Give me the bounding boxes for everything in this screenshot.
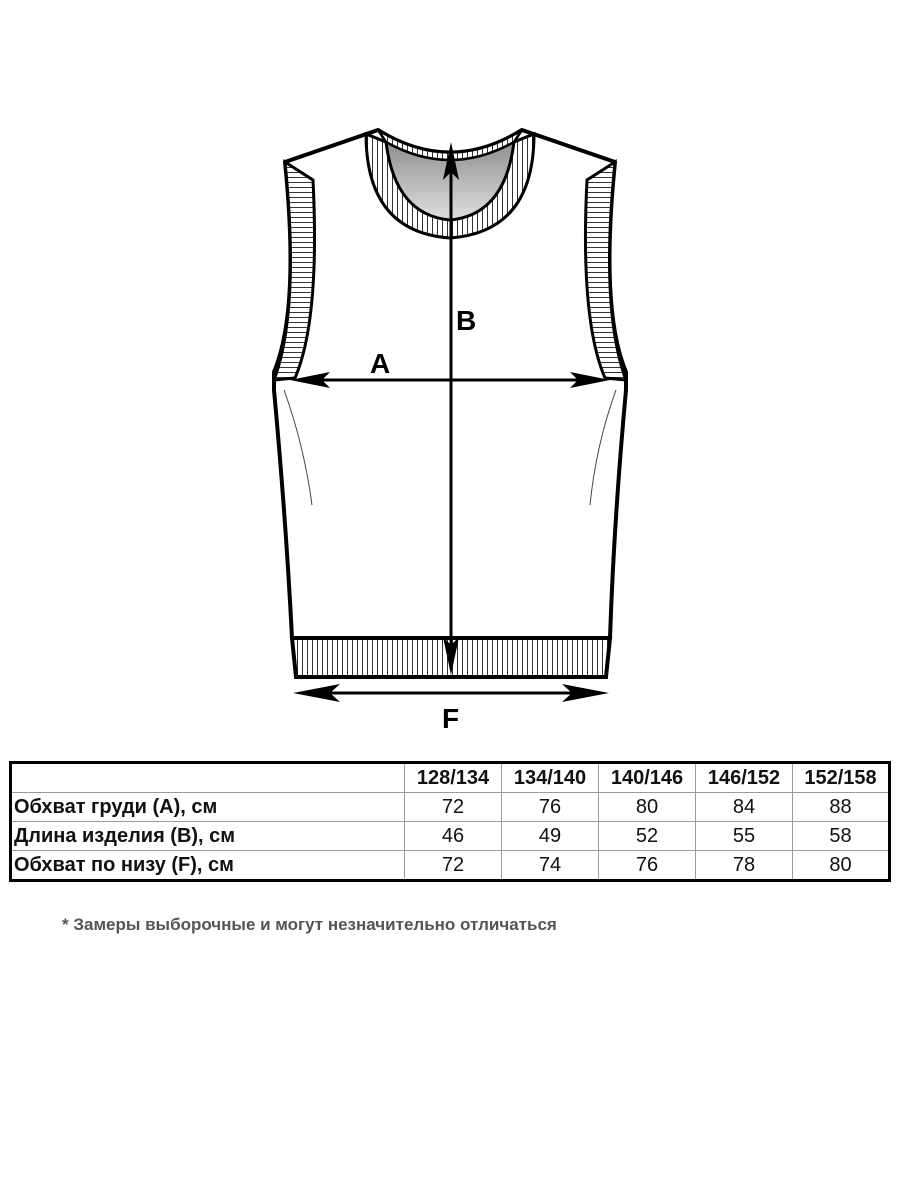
table-cell: 52 bbox=[599, 822, 696, 851]
table-cell: 76 bbox=[599, 851, 696, 881]
table-cell: 72 bbox=[405, 793, 502, 822]
label-b: B bbox=[456, 305, 477, 336]
row-label: Обхват груди (А), см bbox=[11, 793, 405, 822]
table-cell: 84 bbox=[696, 793, 793, 822]
table-cell: 88 bbox=[793, 793, 890, 822]
table-cell: 58 bbox=[793, 822, 890, 851]
row-label: Обхват по низу (F), см bbox=[11, 851, 405, 881]
size-header-row bbox=[11, 763, 890, 793]
size-header: 152/158 bbox=[793, 763, 890, 793]
table-row bbox=[11, 851, 890, 881]
size-header: 128/134 bbox=[405, 763, 502, 793]
table-cell: 49 bbox=[502, 822, 599, 851]
size-header: 134/140 bbox=[502, 763, 599, 793]
table-cell: 78 bbox=[696, 851, 793, 881]
size-header: 140/146 bbox=[599, 763, 696, 793]
table-cell: 72 bbox=[405, 851, 502, 881]
label-f: F bbox=[442, 703, 460, 734]
size-table bbox=[9, 761, 891, 882]
table-row bbox=[11, 822, 890, 851]
size-header: 146/152 bbox=[696, 763, 793, 793]
label-a: A bbox=[370, 348, 391, 379]
table-cell: 74 bbox=[502, 851, 599, 881]
table-cell: 80 bbox=[793, 851, 890, 881]
table-row bbox=[11, 793, 890, 822]
table-corner bbox=[11, 763, 405, 793]
row-label: Длина изделия (В), см bbox=[11, 822, 405, 851]
table-cell: 76 bbox=[502, 793, 599, 822]
table-cell: 55 bbox=[696, 822, 793, 851]
table-cell: 80 bbox=[599, 793, 696, 822]
table-cell: 46 bbox=[405, 822, 502, 851]
footnote: * Замеры выборочные и могут незначительно отличаться bbox=[62, 915, 557, 934]
